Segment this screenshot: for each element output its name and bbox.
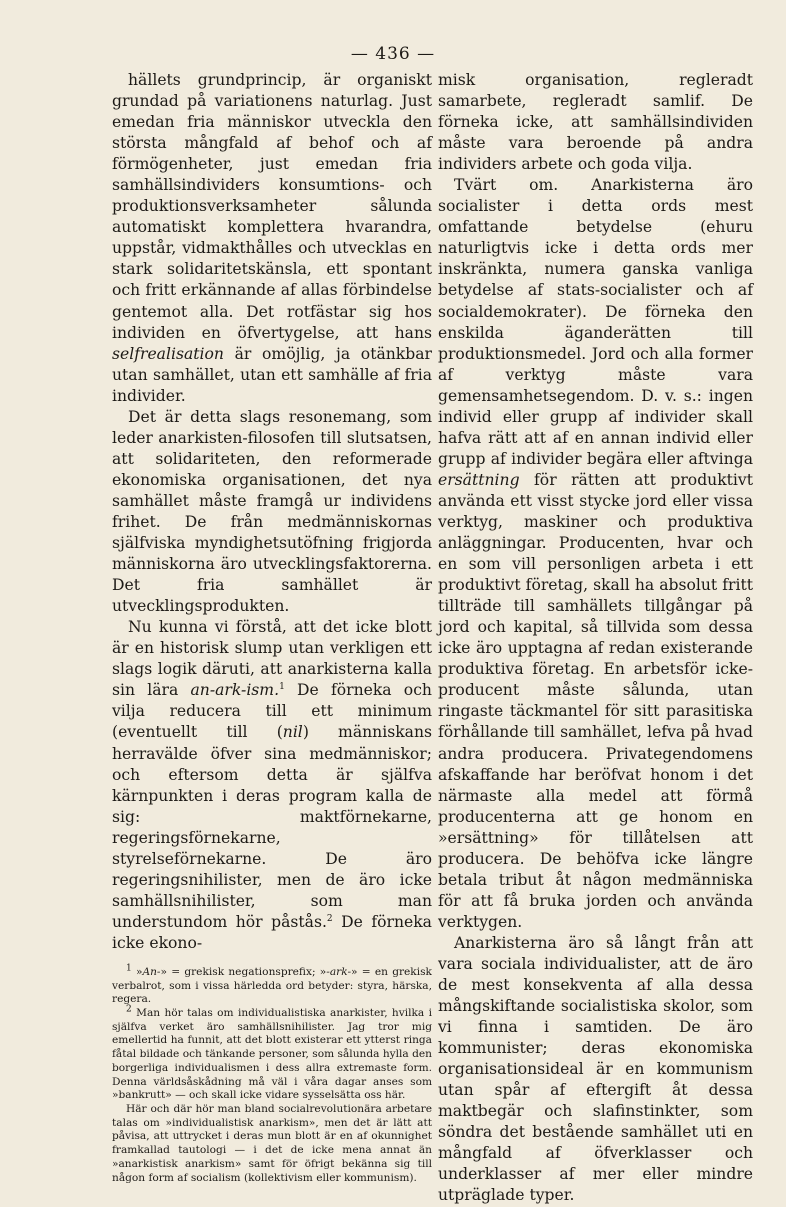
text-run: hällets grundprincip, är organiskt grundad på variationens naturlag. Just emedan fria människor utveckla den största mångfald af behof och af förmögenheter, just emedan fria samhällsindividers konsumtions- och produktionsverksamheter sålunda automatiskt komplettera hvarandra, uppstår, vidmakthålles och utvecklas en stark solidaritetskänsla, ett spontant och fritt erkännande af allas förbindelse gentemot alla. Det rotfästar sig hos individen en öfvertygelse, att hans xyxy=(112,71,432,342)
text-run: Nu kunna vi förstå, att det icke blott är en historisk slump utan verkligen ett slags logik däruti, att anarkisterna kalla sin lära xyxy=(112,618,432,700)
footnote-ref: 1 xyxy=(279,682,285,693)
text-run: Tvärt om. Anarkisterna äro socialister i detta ords mest omfattande betydelse (ehuru naturligtvis icke i detta ords mer inskränkta, numera ganska vanliga betydelse af stats-socialister och af socialdemokrater). De förneka den enskilda äganderätten till produktionsmedel. Jord och alla former af verktyg måste vara gemensamhetsegendom. D. v. s.: ingen individ eller grupp af individer skall hafva rätt att af en annan individ eller grupp af individer begära eller aftvinga xyxy=(438,176,753,468)
italic-term: ersättning xyxy=(438,470,520,489)
page-number: — 436 — xyxy=(350,44,436,64)
italic-term: An- xyxy=(142,965,161,978)
text-run: ) människans herravälde öfver sina medmänniskor; och eftersom detta är själfva kärnpunkten i deras program kalla de sig: maktförnekarne, regeringsförnekarne, styrelseförnekarne. De äro regeringsnihilister, men de äro icke samhällsnihilister, som man understundom hör påstås. xyxy=(112,723,432,931)
text-run: De förneka och vilja reducera till ett minimum (eventuellt till xyxy=(112,681,432,742)
left-column xyxy=(112,70,432,1185)
footnote-number: 2 xyxy=(126,1004,132,1015)
paragraph xyxy=(438,175,753,933)
text-run: De förneka icke ekono- xyxy=(112,912,432,952)
italic-term: an-ark-ism. xyxy=(190,681,280,700)
text-run: » = en grekisk verbalrot, som i vissa härledda ord betyder: styra, härska, regera. xyxy=(112,965,432,1006)
footnote-1 xyxy=(112,963,432,1007)
text-run: för rätten att produktivt använda ett visst stycke jord eller vissa verktyg, maskiner och produktiva anläggningar. Producenten, hvar och en som vill personligen arbeta i ett produktivt företag, skall ha absolut fritt tillträde till samhällets tillgångar på jord och kapital, så tillvida som dessa icke äro upptagna af redan existerande produktiva företag. En arbetsför icke-producent måste sålunda, utan ringaste täckmantel för sitt parasitiska förhållande till samhället, lefva på hvad andra producera. Privategendomens afskaffande har beröfvat honom i det närmaste alla medel att förmå producenterna att ge honom en »ersättning» för tillåtelsen att producera. De behöfva icke längre betala tribut åt någon medmänniska för att få bruka jorden och använda verktygen. xyxy=(438,470,753,931)
footnote-2-continued: Här och där hör man bland socialrevolutionära arbetare talas om »individualistisk anarkism», men det är lätt att påvisa, att uttrycket i deras mun blott är en af okunnighet framkallad tautologi — i det de icke mena annat än »anarkistisk anarkism» samt för öfrigt bekänna sig till någon form af socialism (kollektivism eller kommunism). xyxy=(112,1103,432,1184)
footnote-ref: 2 xyxy=(326,913,333,924)
text-run: » = grekisk negationsprefix; » xyxy=(160,965,327,978)
text-run: Man hör talas om individualistiska anarkister, hvilka i själfva verket äro samhällsnihilister. Jag tror mig emellertid ha funnit, att det blott existerar ett ytterst ringa fåtal bildade och tänkande personer, som sålunda hylla den borgerliga individualismen i dess allra extremaste form. Denna världsåskådning må väl i våra dagar anses som »bankrutt» — och skall icke vidare sysselsätta oss här. xyxy=(112,1007,432,1102)
paragraph: Det är detta slags resonemang, som leder anarkisten-filosofen till slutsatsen, att solidariteten, den reformerade ekonomiska organisationen, det nya samhället måste framgå ur individens frihet. De från medmänniskornas själfviska myndighetsutöfning frigjorda människorna äro utvecklingsfaktorerna. Det fria samhället är utvecklingsprodukten. xyxy=(112,407,432,616)
footnote-2 xyxy=(112,1004,432,1103)
italic-term: selfrealisation xyxy=(112,344,224,363)
footnotes xyxy=(112,963,432,1185)
italic-term: nil xyxy=(282,723,303,742)
paragraph: Nu kunna vi förstå, att det icke blott är en historisk slump utan verkligen ett slags logik däruti, att anarkisterna kalla sin lära an-ark-ism.$^1$ De förneka och vilja reducera till ett minimum (eventuellt till (nil) människans herravälde öfver sina medmänniskor; och eftersom detta är själfva kärnpunkten i deras program kalla de sig: maktförnekarne, regeringsförnekarne, styrelseförnekarne. De äro regeringsnihilister, men de äro icke samhällsnihilister, som man understundom hör påstås.$^2$ De förneka icke ekono- xyxy=(112,618,432,952)
italic-term: -ark- xyxy=(326,965,352,978)
text-run: » xyxy=(135,965,143,978)
paragraph: Anarkisterna äro så långt från att vara sociala individualister, att de äro de mest konsekventa af alla dessa mångskiftande socialistiska skolor, som vi finna i samtiden. De äro kommunister; deras ekonomiska organisationsideal är en kommunism utan spår af eftergift åt dessa maktbegär och slafinstinkter, som söndra det bestående samhället uti en mångfald af öfverklasser och underklasser af mer eller mindre utpräglade typer. xyxy=(438,933,753,1205)
text-run: är omöjlig, ja otänkbar utan samhället, utan ett samhälle af fria individer. xyxy=(112,344,432,405)
paragraph: misk organisation, regleradt samarbete, regleradt samlif. De förneka icke, att samhällsindividen måste vara beroende på andra individers arbete och goda vilja. xyxy=(438,71,753,174)
footnote-number: 1 xyxy=(126,963,132,974)
right-column xyxy=(438,70,753,1207)
paragraph xyxy=(112,70,432,407)
